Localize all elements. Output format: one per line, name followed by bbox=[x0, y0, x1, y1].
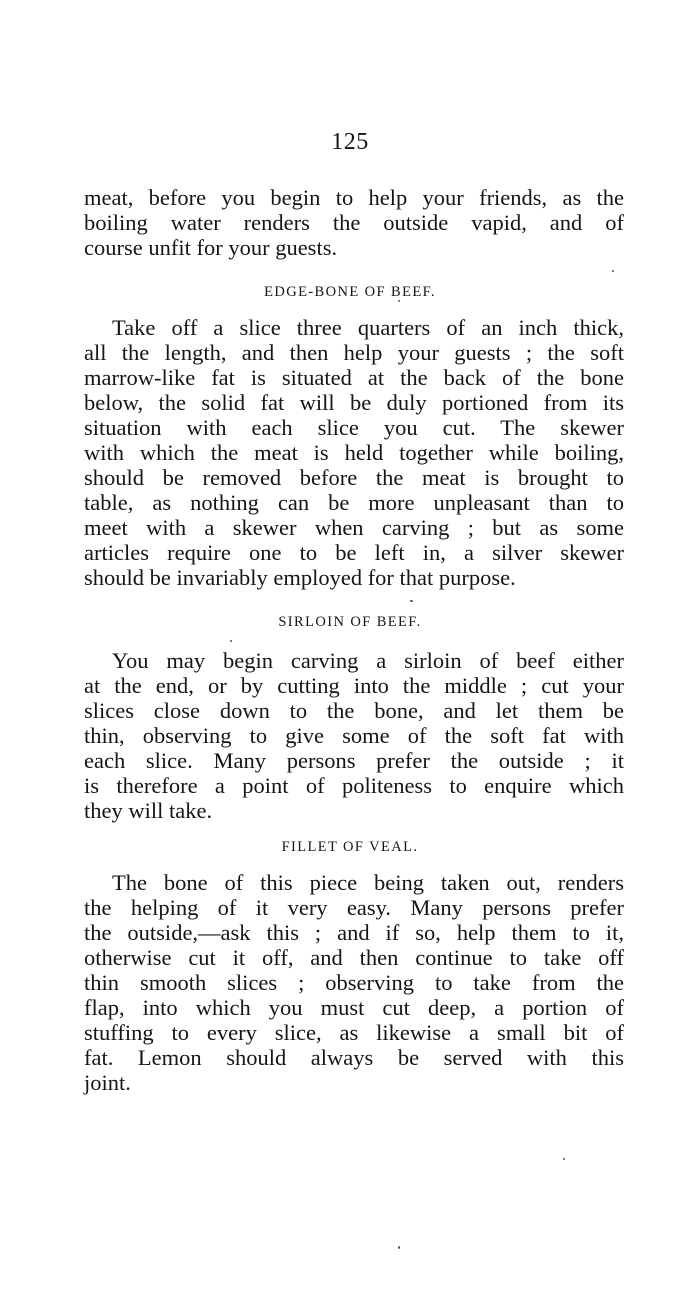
section-heading-sirloin: SIRLOIN OF BEEF. bbox=[278, 614, 422, 630]
text-line: at the end, or by cutting into the middle ; cut your bbox=[84, 673, 624, 698]
text-line: otherwise cut it off, and then continue to take off bbox=[84, 945, 624, 970]
text-line: course unfit for your guests. bbox=[84, 235, 338, 260]
paragraph-fillet bbox=[84, 870, 624, 1095]
text-line: situation with each slice you cut. The skewer bbox=[84, 415, 624, 440]
text-line: below, the solid fat will be duly portioned from its bbox=[84, 390, 624, 415]
text-line: slices close down to the bone, and let them be bbox=[84, 698, 624, 723]
text-line: the outside,—ask this ; and if so, help them to it, bbox=[84, 920, 624, 945]
paragraph-edge-bone bbox=[84, 315, 624, 590]
paper-speck bbox=[563, 1158, 565, 1160]
section-heading-edge-bone: EDGE-BONE OF BEEF. bbox=[264, 284, 436, 300]
text-line: they will take. bbox=[84, 798, 213, 823]
text-line: flap, into which you must cut deep, a portion of bbox=[84, 995, 624, 1020]
paper-speck bbox=[410, 600, 413, 602]
paper-speck bbox=[612, 270, 614, 272]
text-line: should be invariably employed for that purpose. bbox=[84, 565, 516, 590]
section-heading-fillet: FILLET OF VEAL. bbox=[281, 839, 419, 855]
text-line: marrow-like fat is situated at the back of the bone bbox=[84, 365, 624, 390]
text-line: Take off a slice three quarters of an inch thick, bbox=[112, 315, 624, 340]
text-line: boiling water renders the outside vapid, and of bbox=[84, 210, 624, 235]
text-line: should be removed before the meat is brought to bbox=[84, 465, 624, 490]
intro-paragraph bbox=[84, 185, 624, 260]
paper-speck bbox=[230, 640, 232, 642]
text-line: fat. Lemon should always be served with this bbox=[84, 1045, 624, 1070]
text-line: thin, observing to give some of the soft fat with bbox=[84, 723, 624, 748]
text-line: with which the meat is held together while boiling, bbox=[84, 440, 624, 465]
text-line: table, as nothing can be more unpleasant than to bbox=[84, 490, 624, 515]
paper-speck bbox=[398, 300, 400, 302]
paragraph-sirloin bbox=[84, 648, 624, 823]
text-line: meat, before you begin to help your friends, as the bbox=[84, 185, 624, 210]
text-line: The bone of this piece being taken out, renders bbox=[112, 870, 624, 895]
text-line: stuffing to every slice, as likewise a small bit of bbox=[84, 1020, 624, 1045]
text-line: joint. bbox=[84, 1070, 131, 1095]
text-line: articles require one to be left in, a silver skewer bbox=[84, 540, 624, 565]
text-line: meet with a skewer when carving ; but as some bbox=[84, 515, 624, 540]
text-line: thin smooth slices ; observing to take from the bbox=[84, 970, 624, 995]
text-line: each slice. Many persons prefer the outside ; it bbox=[84, 748, 624, 773]
text-line: all the length, and then help your guests ; the soft bbox=[84, 340, 624, 365]
paper-speck bbox=[398, 1246, 400, 1249]
text-line: You may begin carving a sirloin of beef either bbox=[112, 648, 624, 673]
page-number: 125 bbox=[331, 129, 369, 155]
text-line: the helping of it very easy. Many persons prefer bbox=[84, 895, 624, 920]
text-line: is therefore a point of politeness to enquire which bbox=[84, 773, 624, 798]
